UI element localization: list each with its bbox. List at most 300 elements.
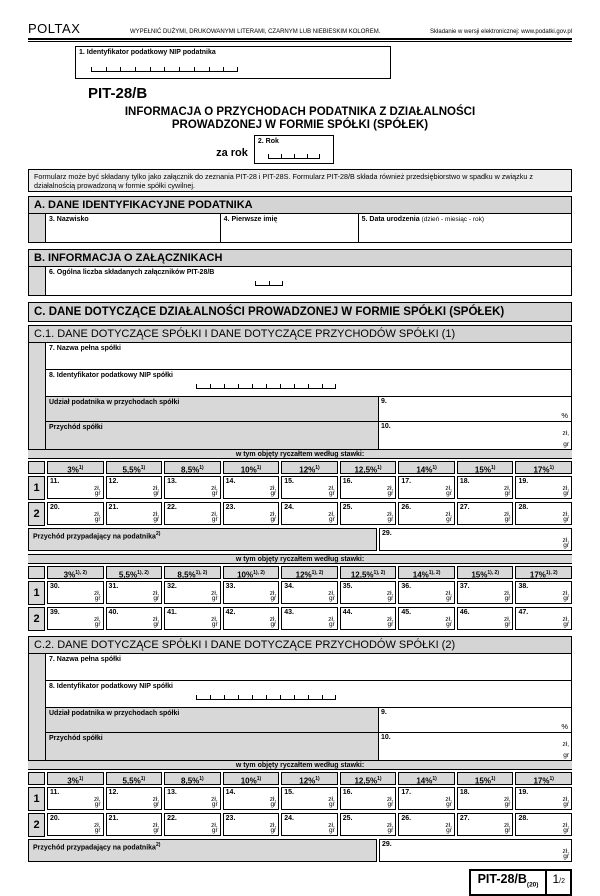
unit-gr: gr <box>211 801 218 808</box>
unit-zl: zł, <box>211 485 218 492</box>
unit-gr: gr <box>94 595 101 602</box>
unit-zl: zł, <box>386 511 394 518</box>
taxpayer-income-value-cell[interactable] <box>379 528 572 551</box>
section-c1-gutter <box>29 343 46 449</box>
cell-number: 9. <box>381 709 387 716</box>
unit-zl: zł, <box>328 796 335 803</box>
unit-zl: zł, <box>269 590 277 597</box>
comb-segment <box>281 154 294 159</box>
amount-cell-25[interactable] <box>340 813 397 836</box>
c2-company-nip-field[interactable] <box>46 680 571 707</box>
comb-segment <box>91 67 106 72</box>
cell-number: 12. <box>108 789 119 796</box>
rate-header-cell: 5,5%$^{1)}$ <box>106 461 163 474</box>
amount-cell-19[interactable] <box>515 787 572 810</box>
rate-footnote-marker: 1), 2) <box>75 570 87 576</box>
amount-cell-18[interactable] <box>457 476 514 499</box>
rate-header-corner-cell <box>28 461 45 474</box>
rate-footnote-marker: 1) <box>199 776 204 782</box>
cell-number: 9. <box>381 398 387 405</box>
cell-number: 26. <box>401 815 412 822</box>
cell-number: 19. <box>518 789 529 796</box>
page-footer <box>28 869 572 896</box>
amount-cell-45[interactable] <box>398 607 455 630</box>
unit-zl: zł, <box>445 590 452 597</box>
unit-gr: gr <box>504 801 511 808</box>
comb-segment <box>150 67 165 72</box>
cell-number: 26. <box>401 504 412 511</box>
section-c1-fields <box>28 343 572 449</box>
cell-number: 46. <box>459 609 470 616</box>
unit-gr: gr <box>153 516 160 523</box>
amount-cell-41[interactable] <box>164 607 221 630</box>
comb-segment <box>266 695 280 700</box>
attachments-count-comb-input[interactable] <box>255 281 571 286</box>
unit-gr: gr <box>328 516 335 523</box>
unit-zl: zł, <box>269 485 277 492</box>
amount-cell-46[interactable] <box>457 607 514 630</box>
rate-header-cell: 12,5%$^{1)}$ <box>340 461 397 474</box>
za-rok-label: za rok <box>216 147 248 159</box>
comb-segment <box>308 384 322 389</box>
rate-footnote-marker: 1) <box>377 776 382 782</box>
year-field[interactable] <box>254 135 334 164</box>
comb-segment <box>223 67 238 72</box>
cell-number: 16. <box>342 478 353 485</box>
amount-cell-36[interactable] <box>398 581 455 604</box>
c2-share-value-cell[interactable] <box>378 708 571 732</box>
cell-number: 13. <box>167 789 177 796</box>
unit-gr: gr <box>387 516 394 523</box>
rate-header-cell: 10%$^{1), 2)}$ <box>223 566 280 579</box>
unit-zl: zł, <box>445 796 452 803</box>
comb-segment <box>120 67 135 72</box>
amount-cell-28[interactable] <box>515 502 572 525</box>
unit-gr: gr <box>387 827 394 834</box>
amount-cell-16[interactable] <box>340 476 397 499</box>
comb-segment <box>280 384 294 389</box>
unit-zl: zł, <box>562 796 569 803</box>
rate-footnote-marker: 1) <box>256 465 262 471</box>
unit-gr: gr <box>387 595 394 602</box>
c1-share-row <box>46 396 571 421</box>
rate-footnote-marker: 1) <box>377 465 382 471</box>
comb-segment <box>268 154 281 159</box>
unit-gr: gr <box>328 827 335 834</box>
cell-number: 45. <box>401 609 412 616</box>
amount-cell-20[interactable] <box>47 502 104 525</box>
unit-gr: gr <box>211 490 218 497</box>
amount-cell-17[interactable] <box>398 787 455 810</box>
unit-gr: gr <box>153 490 160 497</box>
amount-cell-33[interactable] <box>223 581 280 604</box>
cell-number: 17. <box>401 789 412 796</box>
unit-zl: zł, <box>152 796 160 803</box>
unit-zl: zł, <box>328 485 335 492</box>
amount-cell-43[interactable] <box>281 607 338 630</box>
cell-number: 28. <box>518 815 529 822</box>
cell-number: 40. <box>108 609 119 616</box>
unit-zl: zł, <box>328 511 335 518</box>
amount-cell-27[interactable] <box>457 502 514 525</box>
cell-number: 43. <box>284 609 294 616</box>
cell-number: 36. <box>401 583 412 590</box>
c1-income-row <box>46 421 571 449</box>
amount-cell-35[interactable] <box>340 581 397 604</box>
comb-segment <box>209 67 224 72</box>
cell-number: 16. <box>342 789 353 796</box>
birth-date-label <box>359 214 571 224</box>
amount-cell-15[interactable] <box>281 787 338 810</box>
unit-gr: gr <box>328 490 335 497</box>
amount-cell-47[interactable] <box>515 607 572 630</box>
comb-segment <box>194 67 209 72</box>
section-c2-header: C.2. DANE DOTYCZĄCE SPÓŁKI I DANE DOTYCZĄCE PRZYCHODÓW SPÓŁKI (2) <box>28 636 572 654</box>
unit-zl: zł, <box>503 796 511 803</box>
amount-cell-25[interactable] <box>340 502 397 525</box>
row-label: 1 <box>28 476 45 500</box>
c1-company-name-label: 7. Nazwa pełna spółki <box>49 345 121 352</box>
cell-number: 24. <box>284 815 294 822</box>
comb-segment <box>294 384 308 389</box>
rate-footnote-marker: 1), 2) <box>311 570 324 576</box>
unit-zl: zł, <box>445 822 452 829</box>
cell-number: 23. <box>225 504 236 511</box>
rate-header-row <box>28 461 572 474</box>
comb-segment <box>196 384 210 389</box>
unit-gr: gr <box>563 621 569 628</box>
c2-company-name-label: 7. Nazwa pełna spółki <box>49 656 121 663</box>
amount-cell-14[interactable] <box>223 476 280 499</box>
amount-cell-14[interactable] <box>223 787 280 810</box>
unit-gr: gr <box>504 595 511 602</box>
unit-zl: zł, <box>503 822 511 829</box>
cell-number: 44. <box>342 609 353 616</box>
section-b-gutter <box>29 267 46 295</box>
unit-zl: zł, <box>562 848 569 855</box>
section-c2-gutter <box>29 654 46 760</box>
rate-header-cell: 10%$^{1)}$ <box>223 461 280 474</box>
cell-number: 31. <box>108 583 119 590</box>
amount-cell-20[interactable] <box>47 813 104 836</box>
unit-gr: gr <box>563 853 569 860</box>
amount-cell-40[interactable] <box>106 607 163 630</box>
comb-segment <box>135 67 150 72</box>
unit-gr: gr <box>446 490 452 497</box>
unit-gr: gr <box>270 801 277 808</box>
unit-zl: zł, <box>562 822 569 829</box>
cell-number: 25. <box>342 504 353 511</box>
unit-zl: zł, <box>562 485 569 492</box>
unit-gr: gr <box>446 827 452 834</box>
unit-zl: zł, <box>152 616 160 623</box>
unit-gr: gr <box>504 516 511 523</box>
rate-header-row <box>28 566 572 579</box>
comb-segment <box>252 384 266 389</box>
poltax-logo: POLTAX <box>28 21 81 36</box>
section-c1-header: C.1. DANE DOTYCZĄCE SPÓŁKI I DANE DOTYCZĄCE PRZYCHODÓW SPÓŁKI (1) <box>28 325 572 343</box>
unit-gr: gr <box>563 441 569 448</box>
taxpayer-nip-field[interactable] <box>75 46 391 79</box>
rate-footnote-marker: 1) <box>432 465 437 471</box>
rate-header-cell: 15%$^{1), 2)}$ <box>457 566 514 579</box>
year-field-label: 2. Rok <box>257 138 279 145</box>
row-label: 2 <box>28 502 45 526</box>
amount-cell-34[interactable] <box>281 581 338 604</box>
unit-gr: gr <box>270 516 277 523</box>
unit-gr: gr <box>153 595 160 602</box>
comb-segment <box>322 384 336 389</box>
cell-number: 20. <box>50 504 60 511</box>
amount-cell-15[interactable] <box>281 476 338 499</box>
unit-gr: gr <box>94 827 101 834</box>
rate-footnote-marker: 1), 2) <box>373 570 386 576</box>
rate-footnote-marker: 1) <box>140 465 146 471</box>
unit-gr: gr <box>446 595 452 602</box>
unit-zl: zł, <box>562 616 569 623</box>
rate-header-cell: 3%$^{1), 2)}$ <box>47 566 104 579</box>
unit-gr: gr <box>153 827 160 834</box>
comb-segment <box>252 695 266 700</box>
unit-zl: zł, <box>211 822 218 829</box>
rate-header-cell: 3%$^{1)}$ <box>47 461 104 474</box>
amount-cell-18[interactable] <box>457 787 514 810</box>
unit-zl: zł, <box>562 511 569 518</box>
unit-gr: gr <box>328 801 335 808</box>
c1-company-nip-comb-input[interactable] <box>196 384 571 389</box>
amount-cell-13[interactable] <box>164 476 221 499</box>
surname-label: 3. Nazwisko <box>49 216 89 223</box>
stawki-data-row <box>28 476 572 500</box>
stawki-data-row <box>28 813 572 837</box>
stawki-header-bar: w tym objęty ryczałtem według stawki: <box>28 554 572 564</box>
c1-income-label: Przychód spółki <box>46 422 378 449</box>
rate-footnote-marker: 1) <box>490 776 496 782</box>
amount-cell-30[interactable] <box>47 581 104 604</box>
c2-company-name-field[interactable] <box>46 654 571 680</box>
c2-share-label: Udział podatnika w przychodach spółki <box>46 708 378 732</box>
unit-zl: zł, <box>445 485 452 492</box>
attachment-note: Formularz może być składany tylko jako załącznik do zeznania PIT-28 i PIT-28S. Formularz PIT-28/B składa również przedsiębiorstwo w spadku w związku z działalnością prowadzoną w formie spółki cywilnej. <box>28 169 572 192</box>
amount-cell-32[interactable] <box>164 581 221 604</box>
rate-footnote-marker: 1) <box>549 776 554 782</box>
cell-number: 34. <box>284 583 294 590</box>
attachments-count-label: 6. Ogólna liczba składanych załączników PIT-28/B <box>49 269 215 276</box>
unit-gr: gr <box>211 827 218 834</box>
unit-zl: zł, <box>386 485 394 492</box>
birth-date-hint: (dzień - miesiąc - rok) <box>421 216 485 223</box>
amount-cell-39[interactable] <box>47 607 104 630</box>
unit-zl: zł, <box>152 485 160 492</box>
comb-segment <box>224 384 238 389</box>
form-title <box>28 106 572 132</box>
amount-cell-27[interactable] <box>457 813 514 836</box>
taxpayer-income-label: Przychód przypadający na podatnika$^{2)}$ <box>28 528 377 551</box>
unit-zl: zł, <box>386 590 394 597</box>
taxpayer-nip-label: 1. Identyfikator podatkowy NIP podatnika <box>79 49 216 56</box>
cell-number: 41. <box>167 609 177 616</box>
unit-gr: gr <box>211 516 218 523</box>
first-name-field[interactable] <box>220 214 358 242</box>
unit-zl: zł, <box>445 511 452 518</box>
unit-zl: zł, <box>269 796 277 803</box>
c1-company-nip-field[interactable] <box>46 369 571 396</box>
unit-gr: gr <box>504 490 511 497</box>
footer-form-code-text: PIT-28/B <box>477 872 527 886</box>
unit-zl: zł, <box>386 796 394 803</box>
amount-cell-12[interactable] <box>106 476 163 499</box>
c1-share-label: Udział podatnika w przychodach spółki <box>46 397 378 421</box>
fill-instruction: WYPEŁNIĆ DUŻYMI, DRUKOWANYMI LITERAMI, CZARNYM LUB NIEBIESKIM KOLOREM. <box>129 29 381 35</box>
amount-cell-42[interactable] <box>223 607 280 630</box>
c1-company-name-field[interactable] <box>46 343 571 369</box>
rate-footnote-marker: 1) <box>549 465 554 471</box>
year-row <box>3 134 547 164</box>
unit-zl: zł, <box>211 511 218 518</box>
form-title-line1: INFORMACJA O PRZYCHODACH PODATNIKA Z DZIAŁALNOŚCI <box>124 106 476 118</box>
unit-zl: zł, <box>94 485 101 492</box>
cell-number: 10. <box>381 734 391 741</box>
amount-cell-24[interactable] <box>281 813 338 836</box>
unit-zl: zł, <box>269 616 277 623</box>
unit-zl: zł, <box>211 616 218 623</box>
rate-header-cell: 14%$^{1)}$ <box>398 772 455 785</box>
stawki-data-row <box>28 607 572 631</box>
attachments-count-field[interactable] <box>46 267 571 295</box>
cell-number: 22. <box>167 815 177 822</box>
top-bar <box>28 0 572 36</box>
rate-footnote-marker: 1) <box>199 465 204 471</box>
taxpayer-nip-comb-input[interactable] <box>91 67 238 72</box>
amount-cell-13[interactable] <box>164 787 221 810</box>
amount-cell-31[interactable] <box>106 581 163 604</box>
amount-cell-44[interactable] <box>340 607 397 630</box>
cell-number: 18. <box>459 789 470 796</box>
amount-cell-19[interactable] <box>515 476 572 499</box>
surname-field[interactable] <box>46 214 220 242</box>
rate-header-cell: 10%$^{1)}$ <box>223 772 280 785</box>
cell-number: 19. <box>518 478 529 485</box>
amount-cell-21[interactable] <box>106 813 163 836</box>
unit-zl: zł, <box>328 616 335 623</box>
cell-number: 13. <box>167 478 177 485</box>
row-label: 2 <box>28 607 45 631</box>
c1-share-value-cell[interactable] <box>378 397 571 421</box>
unit-gr: gr <box>446 801 452 808</box>
row-label: 2 <box>28 813 45 837</box>
amount-cell-24[interactable] <box>281 502 338 525</box>
amount-cell-12[interactable] <box>106 787 163 810</box>
cell-number: 30. <box>50 583 60 590</box>
rate-header-cell: 14%$^{1), 2)}$ <box>398 566 455 579</box>
amount-cell-17[interactable] <box>398 476 455 499</box>
unit-gr: gr <box>563 542 569 549</box>
amount-cell-22[interactable] <box>164 813 221 836</box>
rate-header-cell: 15%$^{1)}$ <box>457 772 514 785</box>
comb-segment <box>179 67 194 72</box>
rate-header-row <box>28 772 572 785</box>
amount-cell-23[interactable] <box>223 813 280 836</box>
birth-date-field[interactable] <box>358 214 571 242</box>
unit-zl: zł, <box>152 511 160 518</box>
efiling-info: Składanie w wersji elektronicznej: www.podatki.gov.pl <box>430 29 572 35</box>
stawki-data-row <box>28 787 572 811</box>
amount-cell-11[interactable] <box>47 787 104 810</box>
rate-footnote-marker: 1), 2) <box>195 570 208 576</box>
c2-share-row <box>46 707 571 732</box>
unit-zl: zł, <box>94 616 101 623</box>
c1-income-value-cell[interactable] <box>378 422 571 449</box>
year-comb-input[interactable] <box>268 154 320 159</box>
unit-zl: zł, <box>269 511 277 518</box>
unit-gr: gr <box>94 490 101 497</box>
unit-zl: zł, <box>269 822 277 829</box>
rate-footnote-marker: 1) <box>315 465 320 471</box>
amount-cell-16[interactable] <box>340 787 397 810</box>
amount-cell-21[interactable] <box>106 502 163 525</box>
unit-zl: zł, <box>152 822 160 829</box>
rate-footnote-marker: 1), 2) <box>545 570 558 576</box>
unit-zl: zł, <box>445 616 452 623</box>
cell-number: 14. <box>225 478 236 485</box>
footer-form-version: (20) <box>526 881 539 889</box>
form-title-line2: PROWADZONEJ W FORMIE SPÓŁKI (SPÓŁEK) <box>171 119 429 131</box>
unit-gr: gr <box>94 621 101 628</box>
amount-cell-28[interactable] <box>515 813 572 836</box>
amount-cell-26[interactable] <box>398 502 455 525</box>
amount-cell-26[interactable] <box>398 813 455 836</box>
cell-number: 29. <box>382 841 392 848</box>
unit-gr: gr <box>94 516 101 523</box>
amount-cell-22[interactable] <box>164 502 221 525</box>
c2-company-nip-comb-input[interactable] <box>196 695 571 700</box>
comb-segment <box>280 695 294 700</box>
comb-segment <box>238 695 252 700</box>
unit-zl: zł, <box>94 822 101 829</box>
rate-footnote-marker: 1) <box>432 776 437 782</box>
c2-income-value-cell[interactable] <box>378 733 571 760</box>
unit-zl: zł, <box>503 511 511 518</box>
comb-segment <box>307 154 320 159</box>
section-c2-fields <box>28 654 572 760</box>
cell-number: 22. <box>167 504 177 511</box>
taxpayer-income-row <box>28 528 572 551</box>
amount-cell-23[interactable] <box>223 502 280 525</box>
amount-cell-37[interactable] <box>457 581 514 604</box>
amount-cell-11[interactable] <box>47 476 104 499</box>
section-b-header: B. INFORMACJA O ZAŁĄCZNIKACH <box>28 249 572 267</box>
unit-gr: gr <box>563 516 569 523</box>
unit-zl: zł, <box>503 485 511 492</box>
comb-segment <box>266 384 280 389</box>
birth-date-label-text: 5. Data urodzenia <box>361 216 420 223</box>
comb-segment <box>238 384 252 389</box>
cell-number: 24. <box>284 504 294 511</box>
amount-cell-38[interactable] <box>515 581 572 604</box>
cell-number: 15. <box>284 478 294 485</box>
rate-header-cell: 12,5%$^{1)}$ <box>340 772 397 785</box>
unit-zl: zł, <box>562 590 569 597</box>
cell-number: 21. <box>108 504 119 511</box>
c2-income-label: Przychód spółki <box>46 733 378 760</box>
section-a-gutter <box>29 214 46 242</box>
cell-number: 10. <box>381 423 391 430</box>
unit-gr: gr <box>563 595 569 602</box>
c1-stawki-table-1 <box>28 449 572 551</box>
unit-zl: zł, <box>211 796 218 803</box>
taxpayer-income-value-cell[interactable] <box>379 839 572 862</box>
unit-gr: gr <box>270 595 277 602</box>
